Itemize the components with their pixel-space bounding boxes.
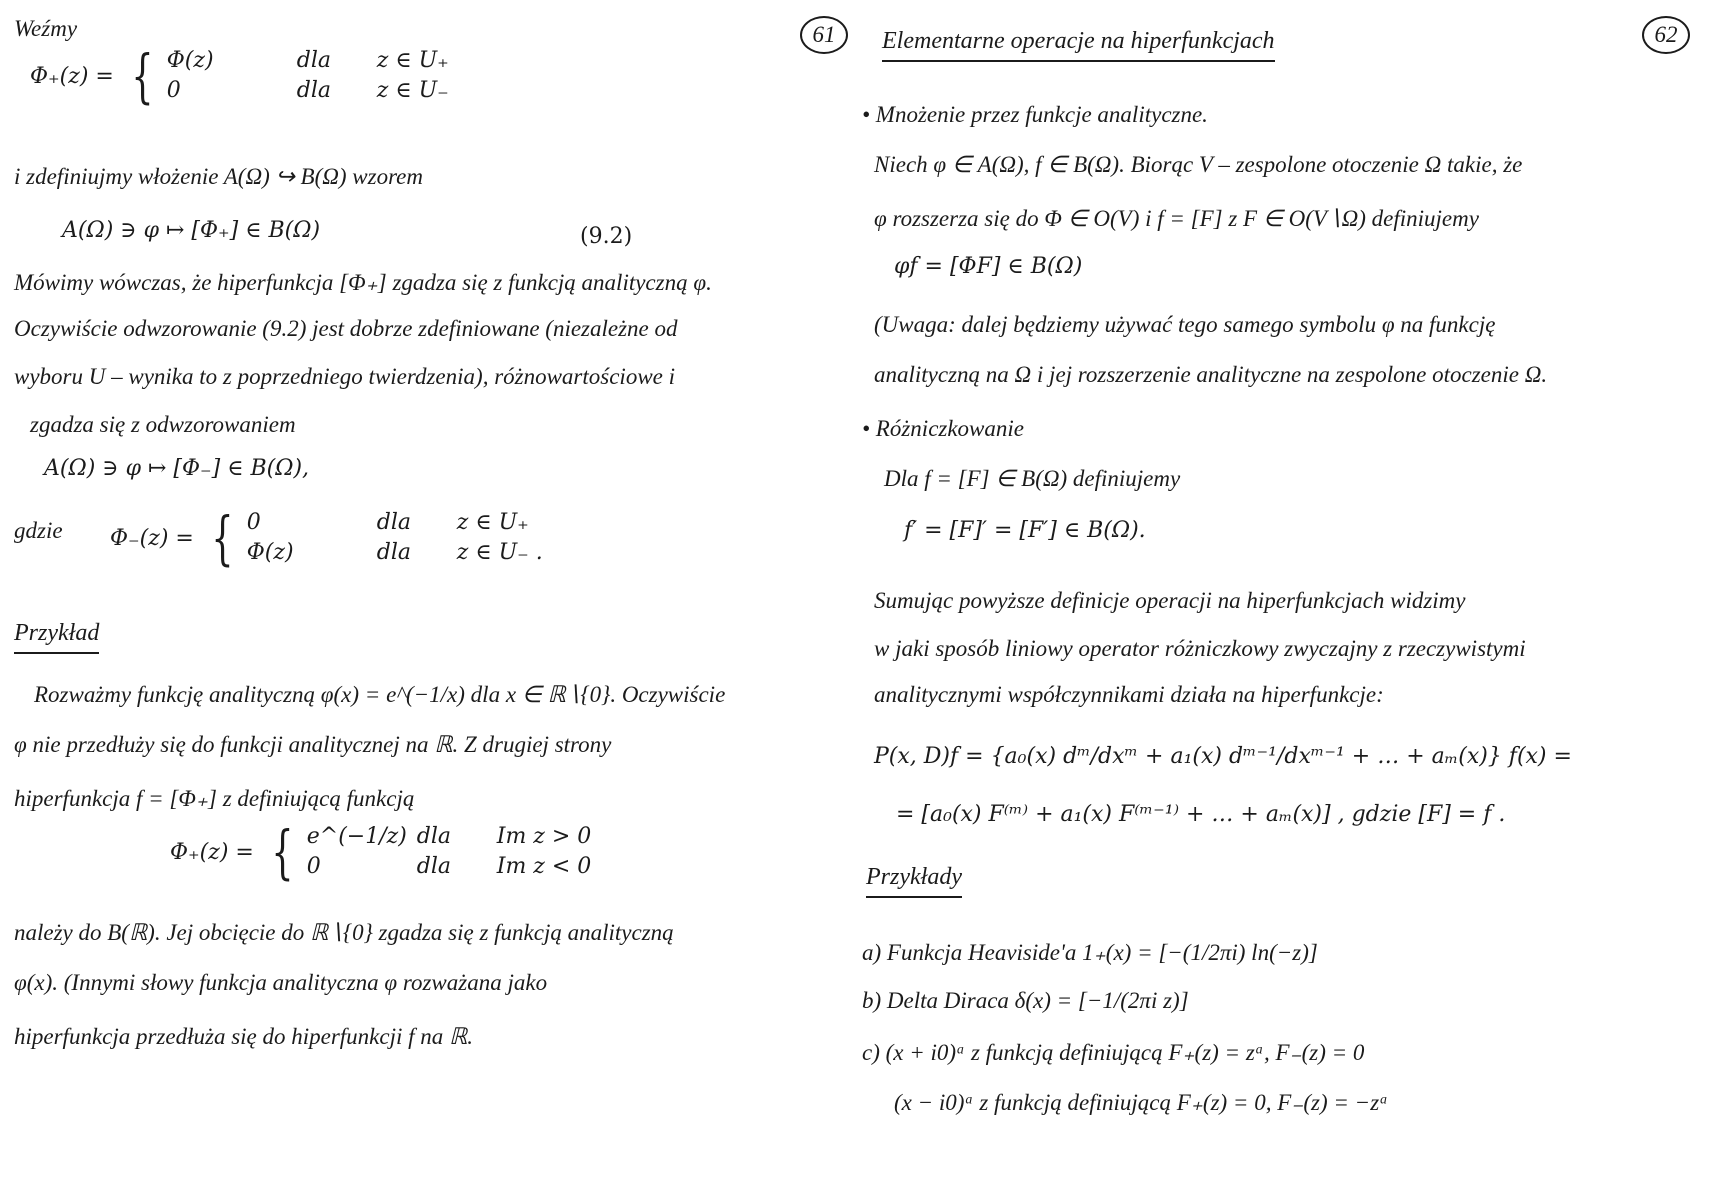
case-row: [247, 508, 543, 538]
phi-minus-label: Φ₋(z) =: [110, 525, 194, 551]
text-line: Rozważmy funkcję analityczną φ(x) = e^(−1/x) dla x ∈ ℝ∖{0}. Oczywiście: [34, 682, 726, 707]
equation-phi-minus-map: A(Ω) ∋ φ ↦ [Φ₋] ∈ B(Ω),: [44, 456, 310, 481]
case-condition: z ∈ U₋ .: [456, 540, 543, 565]
case-row: [307, 852, 592, 882]
equation-9-2: A(Ω) ∋ φ ↦ [Φ₊] ∈ B(Ω): [62, 218, 321, 243]
page-number-62: 62: [1642, 16, 1690, 54]
equation-product: φf = [ΦF] ∈ B(Ω): [894, 254, 1083, 279]
text-line: hiperfunkcja f = [Φ₊] z definiującą funkcją: [14, 786, 415, 811]
phi-plus-definition: [30, 42, 449, 110]
case-condition: z ∈ U₋: [376, 78, 449, 103]
text-line: φ rozszerza się do Φ ∈ O(V) i f = [F] z F ∈ O(V∖Ω) definiujemy: [874, 206, 1479, 231]
phi-minus-definition: [110, 504, 543, 572]
text-line: φ nie przedłuży się do funkcji analitycznej na ℝ. Z drugiej strony: [14, 732, 612, 757]
example-heading: Przykład: [14, 618, 99, 654]
case-value: 0: [246, 510, 261, 535]
example-c-minus: (x − i0)ᵃ z funkcją definiującą F₊(z) = 0, F₋(z) = −zᵃ: [894, 1090, 1389, 1115]
text-line: Weźmy: [14, 16, 78, 41]
equation-operator: P(x, D)f = {a₀(x) dᵐ/dxᵐ + a₁(x) dᵐ⁻¹/dxᵐ⁻¹ + … + aₘ(x)} f(x) =: [874, 744, 1572, 769]
text-line: hiperfunkcja przedłuża się do hiperfunkcji f na ℝ.: [14, 1024, 473, 1049]
examples-heading: Przykłady: [866, 862, 962, 898]
page-62: [852, 0, 1709, 1204]
example-a: a) Funkcja Heaviside'a 1₊(x) = [−(1/2πi) ln(−z)]: [862, 940, 1318, 965]
text-line: Oczywiście odwzorowanie (9.2) jest dobrze zdefiniowane (niezależne od: [14, 316, 678, 341]
text-line: (Uwaga: dalej będziemy używać tego samego symbolu φ na funkcję: [874, 312, 1496, 337]
equation-derivative: f′ = [F]′ = [F′] ∈ B(Ω).: [904, 518, 1146, 543]
case-row: [167, 76, 449, 106]
equation-operator-result: = [a₀(x) F⁽ᵐ⁾ + a₁(x) F⁽ᵐ⁻¹⁾ + … + aₘ(x)] , gdzie [F] = f .: [896, 802, 1506, 827]
text-line: analitycznymi współczynnikami działa na hiperfunkcje:: [874, 682, 1384, 707]
example-phi-plus-label: Φ₊(z) =: [170, 839, 254, 865]
page-number-61: 61: [800, 16, 848, 54]
case-condition: z ∈ U₊: [456, 510, 529, 535]
bullet-heading-multiplication: • Mnożenie przez funkcje analityczne.: [862, 102, 1208, 127]
case-value: e^(−1/z): [306, 824, 407, 849]
case-value: Φ(z): [246, 540, 294, 565]
case-condition: z ∈ U₊: [376, 48, 449, 73]
case-word: dla: [296, 78, 331, 103]
text-line: analityczną na Ω i jej rozszerzenie analityczne na zespolone otoczenie Ω.: [874, 362, 1548, 387]
case-word: dla: [376, 540, 411, 565]
text-line: Mówimy wówczas, że hiperfunkcja [Φ₊] zgadza się z funkcją analityczną φ.: [14, 270, 712, 295]
text-line: wyboru U – wynika to z poprzedniego twierdzenia), różnowartościowe i: [14, 364, 676, 389]
case-condition: Im z > 0: [496, 824, 592, 849]
example-phi-plus-definition: [170, 818, 592, 886]
case-value: Φ(z): [166, 48, 214, 73]
case-value: 0: [166, 78, 181, 103]
text-line: φ(x). (Innymi słowy funkcja analityczna φ rozważana jako: [14, 970, 548, 995]
text-line: i zdefiniujmy włożenie A(Ω) ↪ B(Ω) wzorem: [14, 164, 423, 189]
left-brace: {: [271, 818, 294, 886]
section-title: Elementarne operacje na hiperfunkcjach: [882, 26, 1275, 62]
text-line: Niech φ ∈ A(Ω), f ∈ B(Ω). Biorąc V – zespolone otoczenie Ω takie, że: [874, 152, 1523, 177]
text-line: należy do B(ℝ). Jej obcięcie do ℝ∖{0} zgadza się z funkcją analityczną: [14, 920, 674, 945]
text-line: gdzie: [14, 518, 63, 543]
text-line: Sumując powyższe definicje operacji na hiperfunkcjach widzimy: [874, 588, 1466, 613]
equation-number: (9.2): [580, 224, 633, 249]
left-brace: {: [131, 42, 154, 110]
case-word: dla: [416, 854, 451, 879]
case-word: dla: [376, 510, 411, 535]
case-condition: Im z < 0: [496, 854, 592, 879]
text-line: Dla f = [F] ∈ B(Ω) definiujemy: [884, 466, 1181, 491]
example-c-plus: c) (x + i0)ᵃ z funkcją definiującą F₊(z) = zᵃ, F₋(z) = 0: [862, 1040, 1365, 1065]
example-b: b) Delta Diraca δ(x) = [−1/(2πi z)]: [862, 988, 1189, 1013]
case-row: [247, 538, 543, 568]
case-row: [167, 46, 449, 76]
case-row: [307, 822, 592, 852]
left-brace: {: [211, 504, 234, 572]
case-value: 0: [306, 854, 321, 879]
phi-plus-label: Φ₊(z) =: [30, 63, 114, 89]
bullet-heading-differentiation: • Różniczkowanie: [862, 416, 1024, 441]
case-word: dla: [296, 48, 331, 73]
case-word: dla: [416, 824, 451, 849]
text-line: zgadza się z odwzorowaniem: [30, 412, 296, 437]
page-61: [0, 0, 852, 1204]
text-line: w jaki sposób liniowy operator różniczkowy zwyczajny z rzeczywistymi: [874, 636, 1526, 661]
